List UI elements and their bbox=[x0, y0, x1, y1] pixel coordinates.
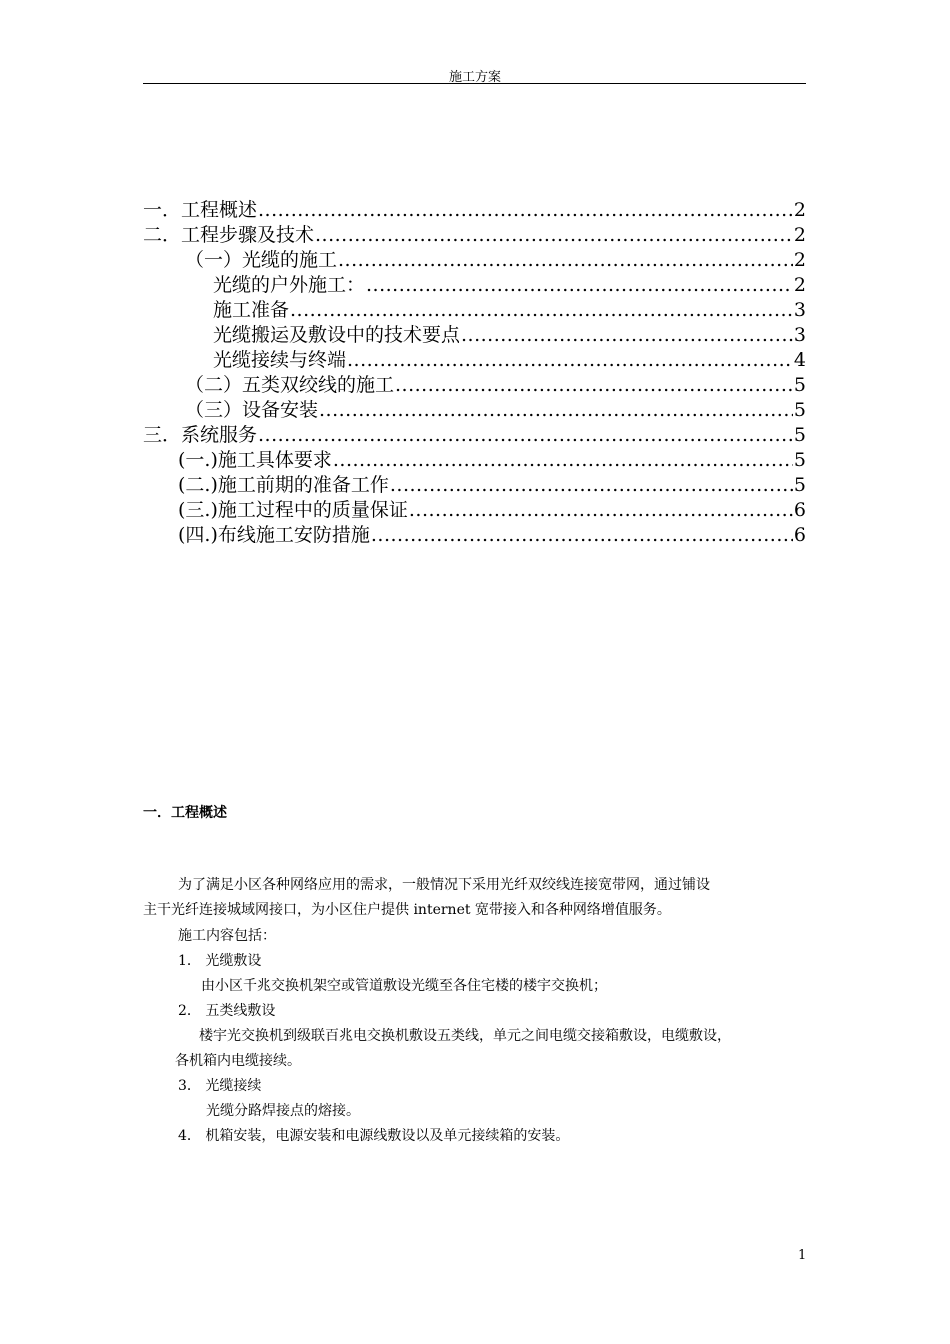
toc-entry-page: 5 bbox=[793, 424, 806, 446]
item-2-title: 2． 五类线敷设 bbox=[178, 1003, 276, 1019]
intro-line-1: 为了满足小区各种网络应用的需求，一般情况下采用光纤双绞线连接宽带网，通过铺设 bbox=[178, 877, 710, 893]
toc-entry-label: (四.)布线施工安防措施 bbox=[178, 524, 370, 546]
toc-entry-label: （一）光缆的施工 bbox=[185, 249, 338, 271]
intro-line-2: 主干光纤连接城域网接口，为小区住户提供 internet 宽带接入和各种网络增值服务。 bbox=[143, 902, 671, 918]
toc-entry-label: 三．系统服务 bbox=[143, 424, 258, 446]
toc-entry-page: 2 bbox=[793, 224, 806, 246]
toc-entry-page: 6 bbox=[793, 499, 806, 521]
toc-entry[interactable] bbox=[143, 198, 806, 223]
toc-entry[interactable] bbox=[143, 323, 806, 348]
item-4-title: 4． 机箱安装，电源安装和电源线敷设以及单元接续箱的安装。 bbox=[178, 1128, 570, 1144]
toc-dot-leader bbox=[409, 498, 793, 523]
toc-dot-leader bbox=[461, 323, 793, 348]
toc-entry[interactable] bbox=[143, 423, 806, 448]
toc-entry[interactable] bbox=[143, 398, 806, 423]
toc-entry-label: 二．工程步骤及技术 bbox=[143, 224, 315, 246]
page-number: 1 bbox=[798, 1248, 807, 1263]
toc-entry-page: 2 bbox=[793, 274, 806, 296]
toc-entry[interactable] bbox=[143, 448, 806, 473]
toc-entry[interactable] bbox=[143, 298, 806, 323]
item-1-title: 1． 光缆敷设 bbox=[178, 953, 262, 969]
toc-entry-label: 光缆搬运及敷设中的技术要点 bbox=[213, 324, 461, 346]
toc-dot-leader bbox=[366, 273, 793, 298]
toc-entry-label: 施工准备 bbox=[213, 299, 290, 321]
toc-entry[interactable] bbox=[143, 373, 806, 398]
toc-entry-label: (三.)施工过程中的质量保证 bbox=[178, 499, 408, 521]
table-of-contents bbox=[143, 198, 806, 548]
toc-dot-leader bbox=[290, 298, 793, 323]
toc-entry-label: （二）五类双绞线的施工 bbox=[185, 374, 395, 396]
toc-dot-leader bbox=[319, 398, 793, 423]
item-1-desc: 由小区千兆交换机架空或管道敷设光缆至各住宅楼的楼宇交换机； bbox=[201, 978, 607, 994]
toc-entry-page: 3 bbox=[793, 324, 806, 346]
toc-entry-label: （三）设备安装 bbox=[185, 399, 319, 421]
header-rule bbox=[143, 83, 806, 84]
toc-entry-page: 6 bbox=[793, 524, 806, 546]
toc-entry-page: 5 bbox=[793, 374, 806, 396]
toc-entry-page: 3 bbox=[793, 299, 806, 321]
toc-dot-leader bbox=[258, 423, 793, 448]
page-header-title: 施工方案 bbox=[448, 70, 501, 85]
item-2-desc-line-2: 各机箱内电缆接续。 bbox=[175, 1053, 301, 1069]
toc-entry[interactable] bbox=[143, 273, 806, 298]
item-3-title: 3． 光缆接续 bbox=[178, 1078, 262, 1094]
toc-entry-label: (一.)施工具体要求 bbox=[178, 449, 332, 471]
toc-entry-page: 2 bbox=[793, 249, 806, 271]
toc-dot-leader bbox=[347, 348, 793, 373]
toc-entry[interactable] bbox=[143, 223, 806, 248]
toc-entry[interactable] bbox=[143, 348, 806, 373]
toc-dot-leader bbox=[338, 248, 793, 273]
toc-dot-leader bbox=[315, 223, 793, 248]
toc-entry-page: 5 bbox=[793, 449, 806, 471]
toc-entry-label: 光缆接续与终端 bbox=[213, 349, 347, 371]
toc-dot-leader bbox=[333, 448, 793, 473]
toc-entry-page: 5 bbox=[793, 474, 806, 496]
toc-entry[interactable] bbox=[143, 473, 806, 498]
toc-entry-page: 4 bbox=[793, 349, 806, 371]
toc-entry-label: (二.)施工前期的准备工作 bbox=[178, 474, 389, 496]
toc-entry[interactable] bbox=[143, 523, 806, 548]
toc-dot-leader bbox=[371, 523, 793, 548]
content-label: 施工内容包括： bbox=[178, 928, 276, 944]
item-3-desc: 光缆分路焊接点的熔接。 bbox=[206, 1103, 360, 1119]
toc-dot-leader bbox=[258, 198, 793, 223]
toc-entry-page: 5 bbox=[793, 399, 806, 421]
toc-dot-leader bbox=[390, 473, 793, 498]
toc-entry[interactable] bbox=[143, 498, 806, 523]
toc-entry[interactable] bbox=[143, 248, 806, 273]
toc-entry-page: 2 bbox=[793, 199, 806, 221]
toc-entry-label: 光缆的户外施工： bbox=[213, 274, 366, 296]
section-title: 一．工程概述 bbox=[143, 805, 227, 821]
item-2-desc-line-1: 楼宇光交换机到级联百兆电交换机敷设五类线，单元之间电缆交接箱敷设，电缆敷设， bbox=[199, 1028, 731, 1044]
toc-dot-leader bbox=[395, 373, 793, 398]
toc-entry-label: 一．工程概述 bbox=[143, 199, 258, 221]
